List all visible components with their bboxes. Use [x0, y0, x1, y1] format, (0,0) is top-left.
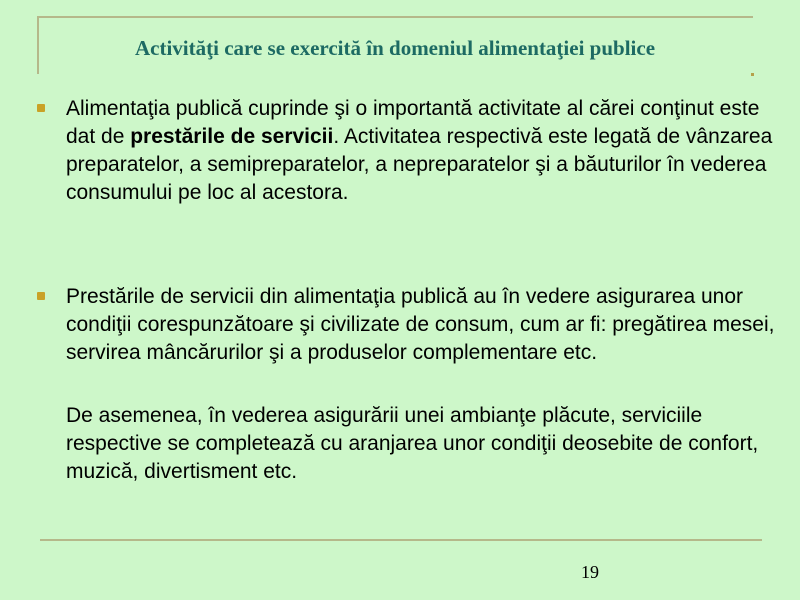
square-bullet-icon: [37, 104, 45, 112]
bullet-text-1-end: . Activitatea respectivă este legată de vânzarea preparatelor, a semipreparatelor, a nepreparatelor şi a băuturilor în vederea consumului pe loc al acestora.: [66, 125, 773, 204]
bullet-text-2: Prestările de servicii din alimentaţia publică au în vedere asigurarea unor condiţii corespunzătoare şi civilizate de consum, cum ar fi: pregătirea mesei, servirea mâncărurilor şi a produselor complementare etc.: [66, 285, 775, 364]
square-bullet-icon: [37, 292, 45, 300]
bullet-text-1-bold: prestările de servicii: [130, 125, 334, 148]
page-number: 19: [581, 562, 599, 582]
continuation-paragraph: De asemenea, în vederea asigurării unei ambianţe plăcute, serviciile respective se completează cu aranjarea unor condiţii deosebite de confort, muzică, divertisment etc.: [66, 404, 759, 483]
bullet-text-1: [66, 95, 782, 207]
footer-divider: [40, 539, 762, 541]
title-accent-dot: [751, 73, 754, 76]
title-frame-top-line: [37, 16, 753, 18]
slide-title: Activităţi care se exercită în domeniul alimentaţiei publice: [134, 36, 656, 60]
title-frame-left-line: [37, 16, 39, 74]
bullet-text-1-start: Alimentaţia publică cuprinde şi o importantă activitate al cărei conţinut este dat de: [66, 97, 760, 148]
